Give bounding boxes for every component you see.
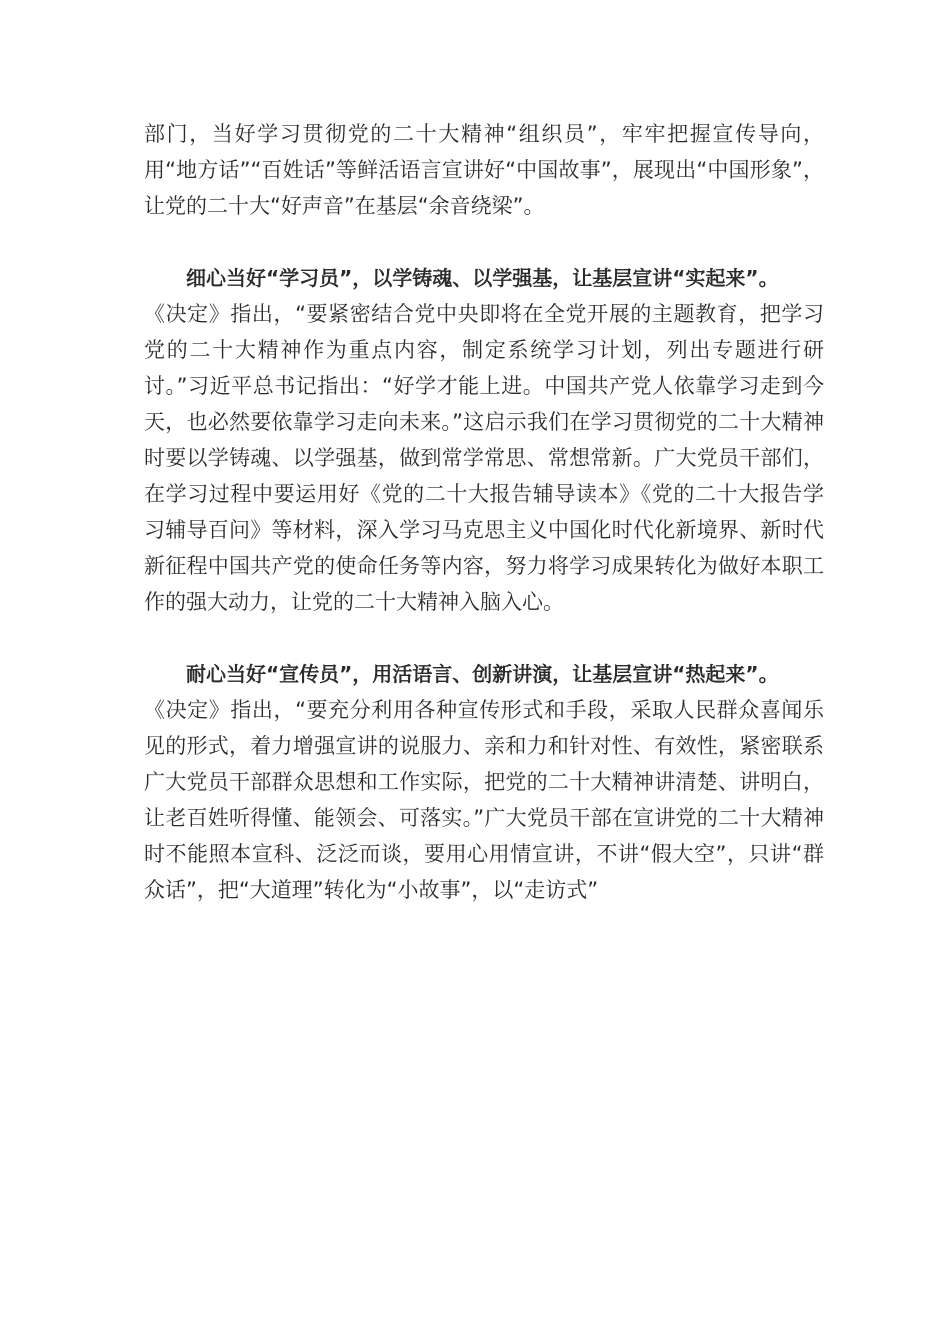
paragraph-spacer (144, 620, 824, 656)
paragraph-3: 《决定》指出，“要充分利用各种宣传形式和手段，采取人民群众喜闻乐见的形式，着力增强宣讲的说服力、亲和力和针对性、有效性，紧密联系广大党员干部群众思想和工作实际，把党的二十大精神讲清楚、讲明白，让老百姓听得懂、能领会、可落实。”广大党员干部在宣讲党的二十大精神时不能照本宣科、泛泛而谈，要用心用情宣讲，不讲“假大空”，只讲“群众话”，把“大道理”转化为“小故事”，以“走访式” (144, 698, 824, 902)
paragraph-1: 部门，当好学习贯彻党的二十大精神“组织员”，牢牢把握宣传导向， 用“地方话”“百姓话”等鲜活语言宣讲好“中国故事”，展现出“中国形象”，让党的二十大“好声音”在基层“余音绕梁”。 (144, 122, 824, 218)
document-body (144, 116, 824, 908)
paragraph-spacer (144, 224, 824, 260)
section-heading-study: 细心当好“学习员”，以学铸魂、以学强基，让基层宣讲“实起来”。 (186, 266, 779, 290)
section-heading-propaganda: 耐心当好“宣传员”，用活语言、创新讲演，让基层宣讲“热起来”。 (186, 662, 779, 686)
paragraph-2: 《决定》指出，“要紧密结合党中央即将在全党开展的主题教育，把学习党的二十大精神作为重点内容，制定系统学习计划，列出专题进行研讨。”习近平总书记指出：“好学才能上进。中国共产党人依靠学习走到今天，也必然要依靠学习走向未来。”这启示我们在学习贯彻党的二十大精神时要以学铸魂、以学强基，做到常学常思、常想常新。广大党员干部们，在学习过程中要运用好《党的二十大报告辅导读本》《党的二十大报告学习辅导百问》等材料，深入学习马克思主义中国化时代化新境界、新时代新征程中国共产党的使命任务等内容，努力将学习成果转化为做好本职工作的强大动力，让党的二十大精神入脑入心。 (144, 302, 824, 614)
